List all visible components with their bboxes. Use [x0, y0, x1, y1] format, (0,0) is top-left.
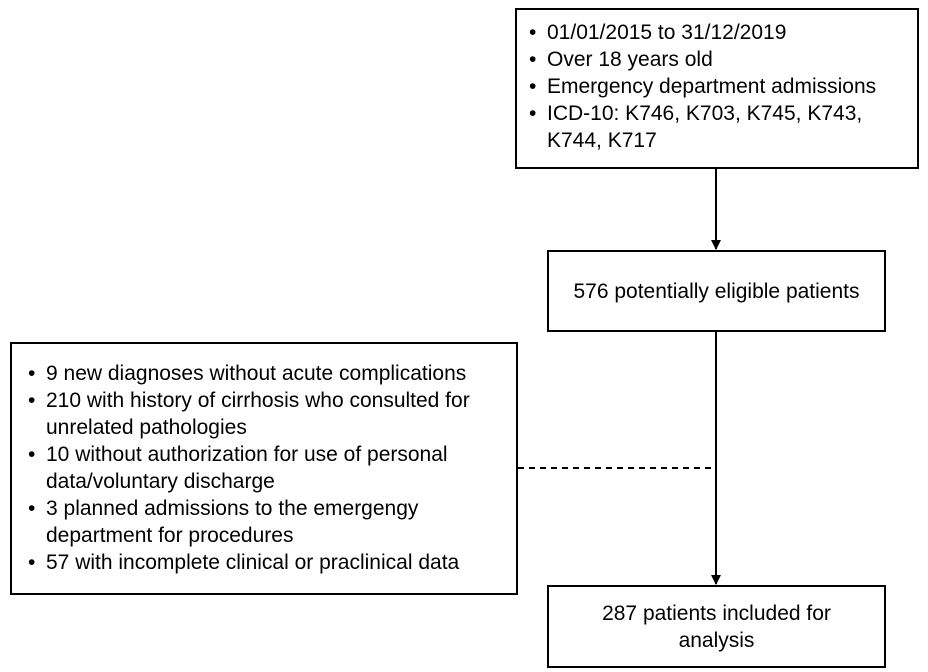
- included-patients-label: 287 patients included for analysis: [602, 601, 831, 652]
- exclusion-item-planned-admissions: • 3 planned admissions to the emergengy department for procedures: [28, 495, 506, 549]
- criteria-item-icd10: • ICD-10: K746, K703, K745, K743, K744, K717: [529, 100, 907, 154]
- exclusion-item-no-authorization: • 10 without authorization for use of personal data/voluntary discharge: [28, 441, 506, 495]
- exclusion-criteria-box: [10, 342, 518, 595]
- exclusion-item-unrelated-pathologies: • 210 with history of cirrhosis who consulted for unrelated pathologies: [28, 387, 506, 441]
- inclusion-criteria-box: [515, 8, 919, 169]
- criteria-item-date-range: • 01/01/2015 to 31/12/2019: [529, 19, 907, 46]
- included-patients-box: [547, 585, 886, 668]
- criteria-item-age: • Over 18 years old: [529, 46, 907, 73]
- exclusion-list: [28, 360, 506, 576]
- criteria-item-admissions: • Emergency department admissions: [529, 73, 907, 100]
- exclusion-item-new-diagnoses: • 9 new diagnoses without acute complications: [28, 360, 506, 387]
- exclusion-item-incomplete-data: • 57 with incomplete clinical or praclinical data: [28, 549, 506, 576]
- inclusion-criteria-list: [529, 19, 907, 154]
- eligible-patients-label: 576 potentially eligible patients: [573, 279, 860, 303]
- eligible-patients-box: [547, 250, 886, 332]
